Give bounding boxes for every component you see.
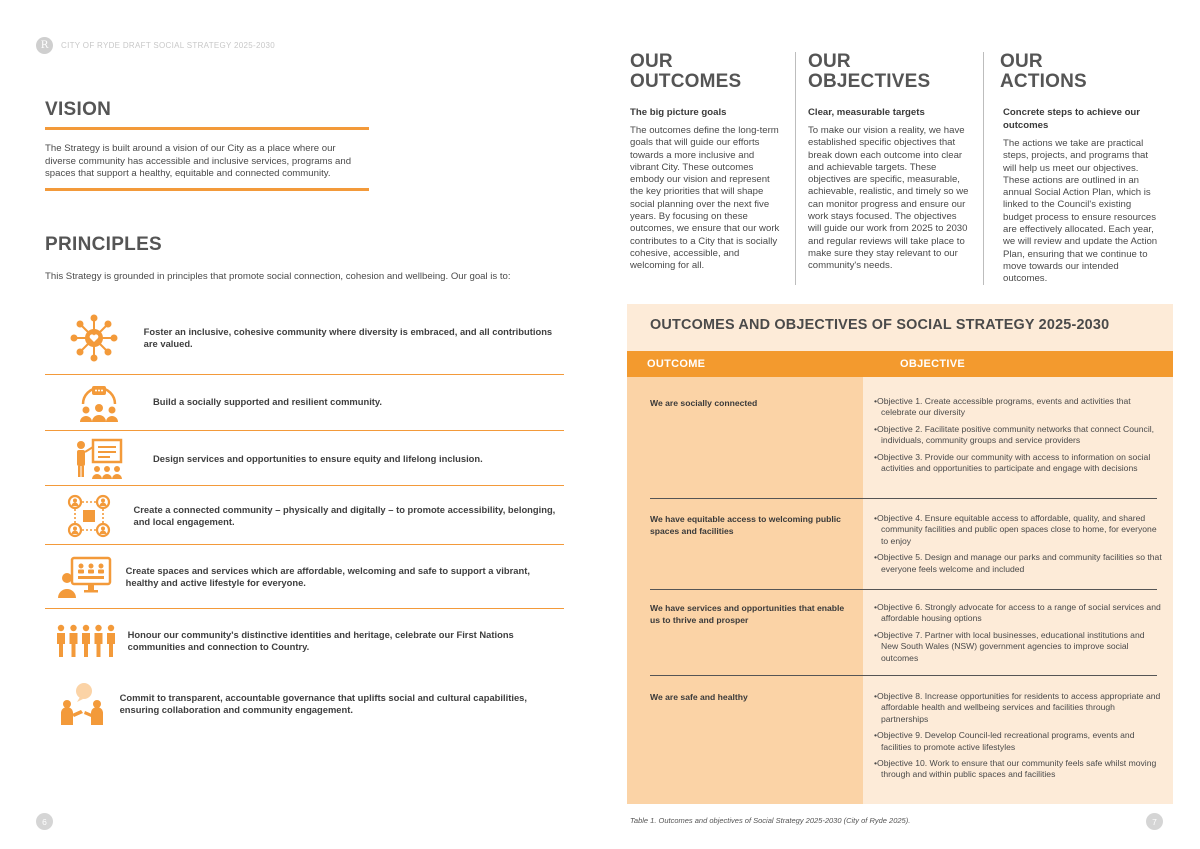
community-group-icon xyxy=(45,380,153,424)
outcomes-objectives-table xyxy=(627,304,1173,804)
outcomes-column-title: OUR OUTCOMES xyxy=(630,51,742,92)
objectives-text: To make our vision a reality, we have established specific objectives that break down each outcome into clear and achievable targets. These objectives are specific, measurable, achievable, realistic, and timely so we can monitor progress and ensure our work stays focused. The objectives will guide our work from 2025 to 2030 and regular reviews will take place to make sure they stay relevant to our community's needs. xyxy=(808,125,969,272)
objectives-subtitle: Clear, measurable targets xyxy=(808,107,925,118)
table-header-outcome: OUTCOME xyxy=(647,358,706,370)
table-row-divider xyxy=(650,589,1157,590)
vision-title: VISION xyxy=(45,99,112,120)
column-divider xyxy=(795,52,796,285)
objective-item: • Objective 9. Develop Council-led recreational programs, events and facilities to promote active lifestyles xyxy=(873,730,1163,753)
vision-text: The Strategy is built around a vision of our City as a place where our diverse community has accessible and inclusive services, programs and spaces that support a healthy, equitable and connected community. xyxy=(45,143,352,180)
outcomes-text: The outcomes define the long-term goals that will guide our efforts towards a more inclusive and vibrant City. These outcomes embody our vision and represent the key priorities that will shape social planning over the next five years. By focusing on these outcomes, we ensure that our work contributes to a City that is socially cohesive, accessible, and welcoming for all. xyxy=(630,125,780,272)
connected-people-icon xyxy=(45,493,133,539)
objective-item: • Objective 7. Partner with local businesses, educational institutions and New South Wales (NSW) government agencies to improve social outcomes xyxy=(873,630,1163,664)
table-row-outcome: We are socially connected xyxy=(650,398,758,408)
table-row-objectives xyxy=(873,691,1163,786)
principle-item xyxy=(45,305,564,371)
table-row-objectives xyxy=(873,396,1163,479)
header-title: CITY OF RYDE DRAFT SOCIAL STRATEGY 2025-2030 xyxy=(61,41,276,50)
principle-item xyxy=(45,613,564,669)
table-row-outcome: We have equitable access to welcoming public spaces and facilities xyxy=(650,514,841,536)
table-row-objectives xyxy=(873,513,1163,580)
principle-item xyxy=(45,378,564,426)
objectives-column-title: OUR OBJECTIVES xyxy=(808,51,931,92)
table-header xyxy=(627,351,1173,377)
principle-text: Create spaces and services which are affordable, welcoming and safe to support a vibrant, healthy and active lifestyle for everyone. xyxy=(125,564,530,588)
table-caption: Table 1. Outcomes and objectives of Social Strategy 2025-2030 (City of Ryde 2025). xyxy=(630,816,911,825)
principle-divider xyxy=(45,608,564,609)
principle-divider xyxy=(45,430,564,431)
actions-subtitle: Concrete steps to achieve our outcomes xyxy=(1003,107,1141,131)
principles-intro: This Strategy is grounded in principles that promote social connection, cohesion and wellbeing. Our goal is to: xyxy=(45,271,511,282)
online-meeting-icon xyxy=(45,556,126,598)
principles-title: PRINCIPLES xyxy=(45,234,163,255)
table-row-divider xyxy=(650,498,1157,499)
table-title: OUTCOMES AND OBJECTIVES OF SOCIAL STRATEGY 2025-2030 xyxy=(650,317,1110,333)
objective-item: • Objective 4. Ensure equitable access to affordable, quality, and shared community facilities and public open spaces close to home, for everyone to enjoy xyxy=(873,513,1163,547)
objective-item: • Objective 5. Design and manage our parks and community facilities so that everyone feels welcome and included xyxy=(873,552,1163,575)
principle-item xyxy=(45,434,564,484)
outcome-column xyxy=(627,377,863,804)
principle-text: Design services and opportunities to ensure equity and lifelong inclusion. xyxy=(153,452,483,464)
city-logo: R xyxy=(36,37,53,54)
principle-text: Foster an inclusive, cohesive community where diversity is embraced, and all contributions are valued. xyxy=(143,325,553,349)
principle-divider xyxy=(45,544,564,545)
objective-item: • Objective 1. Create accessible programs, events and activities that celebrate our diversity xyxy=(873,396,1163,419)
dialogue-icon xyxy=(45,682,120,726)
page-number-left: 6 xyxy=(36,813,53,830)
page-number-right: 7 xyxy=(1146,813,1163,830)
principle-text: Commit to transparent, accountable governance that uplifts social and cultural capabilities, ensuring collaboration and community engagement. xyxy=(119,691,527,715)
principle-divider xyxy=(45,374,564,375)
principle-item xyxy=(45,676,564,732)
principle-divider xyxy=(45,485,564,486)
table-row-objectives xyxy=(873,602,1163,669)
table-row-outcome: We are safe and healthy xyxy=(650,692,748,702)
table-header-objective: OBJECTIVE xyxy=(900,358,966,370)
objective-item: • Objective 8. Increase opportunities for residents to access appropriate and affordable health and wellbeing services and facilities through partnerships xyxy=(873,691,1163,725)
objective-item: • Objective 3. Provide our community with access to information on social activities and opportunities to participate and engage with decisions xyxy=(873,452,1163,475)
objective-item: • Objective 10. Work to ensure that our community feels safe whilst moving through and within public spaces and facilities xyxy=(873,758,1163,781)
objective-item: • Objective 2. Facilitate positive community networks that connect Council, individuals, community groups and service providers xyxy=(873,424,1163,447)
objective-item: • Objective 6. Strongly advocate for access to a range of social services and affordable housing options xyxy=(873,602,1163,625)
principle-text: Build a socially supported and resilient community. xyxy=(153,395,383,407)
outcomes-subtitle: The big picture goals xyxy=(630,107,727,118)
actions-column-title: OUR ACTIONS xyxy=(1000,51,1087,92)
principle-item xyxy=(45,549,564,605)
page-header xyxy=(36,37,275,54)
vision-rule-top xyxy=(45,127,369,130)
principle-text: Honour our community's distinctive identities and heritage, celebrate our First Nations communities and connection to Country. xyxy=(127,628,514,652)
network-hub-icon xyxy=(45,312,144,364)
column-divider xyxy=(983,52,984,285)
principle-text: Create a connected community – physically and digitally – to promote accessibility, belonging, and local engagement. xyxy=(133,503,556,527)
table-row-divider xyxy=(650,675,1157,676)
vision-rule-bottom xyxy=(45,188,369,191)
presentation-icon xyxy=(45,437,153,481)
table-row-outcome: We have services and opportunities that enable us to thrive and prosper xyxy=(650,603,845,625)
principle-item xyxy=(45,489,564,543)
people-row-icon xyxy=(45,624,128,658)
actions-text: The actions we take are practical steps, projects, and programs that will help us meet our objectives. These actions are outlined in an annual Social Action Plan, which is linked to the Council's existing budget process to ensure resources are effectively allocated. Each year, we will review and update the Action Plan, ensuring that we continue to move towards our intended outcomes. xyxy=(1003,138,1158,285)
